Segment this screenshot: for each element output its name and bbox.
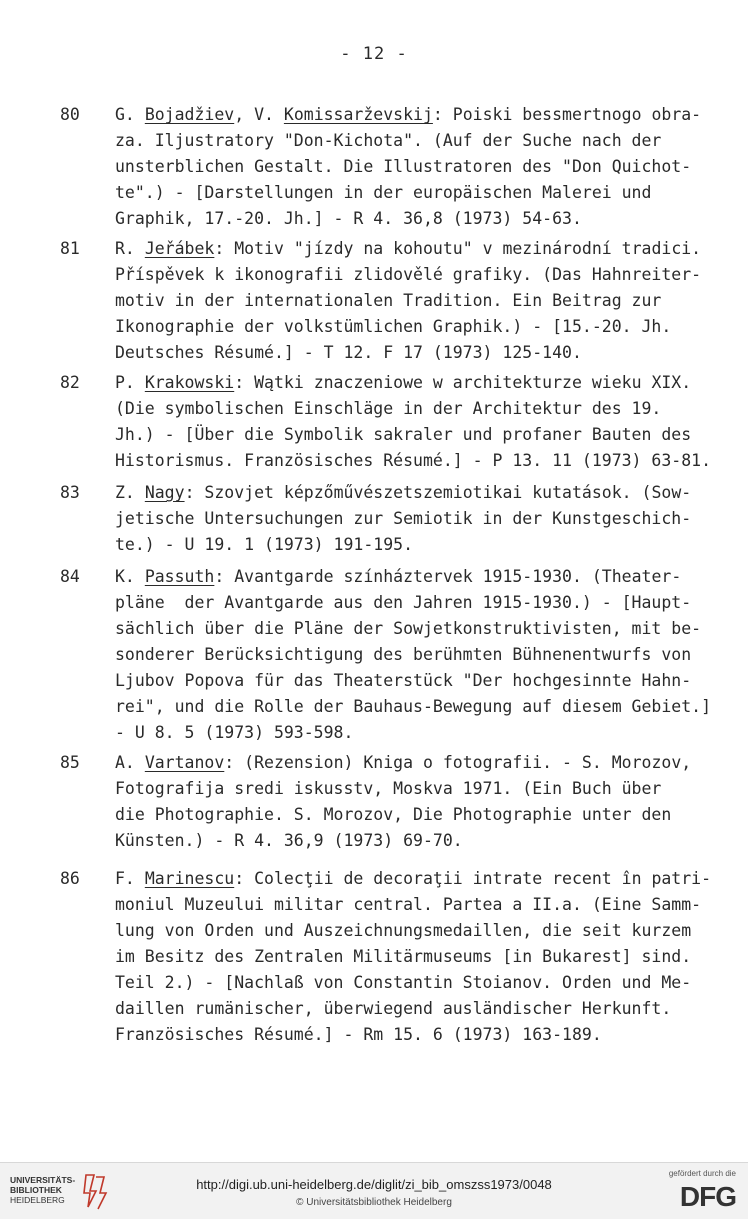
author-name: Krakowski: [144, 373, 235, 392]
dfg-logo[interactable]: [656, 1169, 736, 1215]
entry-number: 84: [60, 567, 80, 586]
entry-line: [115, 422, 745, 448]
entry-line: [115, 590, 745, 616]
entry-line: [115, 206, 745, 232]
entry-line: [115, 506, 745, 532]
entry-line: [115, 340, 745, 366]
text-segment: P.: [115, 373, 145, 392]
text-segment: te".) - [Darstellungen in der europäischen Malerei und: [115, 183, 652, 202]
entry-line: [115, 154, 745, 180]
dfg-caption: gefördert durch die: [668, 1169, 736, 1178]
text-segment: za. Iljustratory "Don-Kichota". (Auf der Suche nach der: [115, 131, 662, 150]
entry-line: [115, 720, 745, 746]
author-name: Marinescu: [144, 869, 235, 888]
text-segment: jetische Untersuchungen zur Semiotik in der Kunstgeschich-: [115, 509, 692, 528]
text-segment: Ljubov Popova für das Theaterstück "Der hochgesinnte Hahn-: [115, 671, 692, 690]
text-segment: die Photographie. S. Morozov, Die Photographie unter den: [115, 805, 672, 824]
text-segment: F.: [115, 869, 145, 888]
entry-line: [115, 396, 745, 422]
text-segment: Historismus. Französisches Résumé.] - P 13. 11 (1973) 63-81.: [115, 451, 712, 470]
entry-line: [115, 944, 745, 970]
library-name-line: HEIDELBERG: [10, 1195, 65, 1205]
text-segment: : Szovjet képzőművészetszemiotikai kutatások. (Sow-: [184, 483, 692, 502]
author-name: Nagy: [144, 483, 185, 502]
entry-line: [115, 616, 745, 642]
footer-bar: [0, 1162, 748, 1219]
text-segment: Französisches Résumé.] - Rm 15. 6 (1973) 163-189.: [115, 1025, 602, 1044]
text-segment: sächlich über die Pläne der Sowjetkonstruktivisten, mit be-: [115, 619, 702, 638]
text-segment: Z.: [115, 483, 145, 502]
text-segment: Příspěvek k ikonografii zlidovělé grafiky. (Das Hahnreiter-: [115, 265, 702, 284]
text-segment: Fotografija sredi iskusstv, Moskva 1971. (Ein Buch über: [115, 779, 662, 798]
text-segment: : Motiv "jízdy na kohoutu" v mezinárodní tradici.: [214, 239, 702, 258]
text-segment: Teil 2.) - [Nachlaß von Constantin Stoianov. Orden und Me-: [115, 973, 692, 992]
entry-line: [115, 370, 745, 396]
entry-line: [115, 236, 745, 262]
entry-line: [115, 668, 745, 694]
entry-line: [115, 1022, 745, 1048]
entry-text: [115, 750, 745, 854]
source-url-link[interactable]: http://digi.ub.uni-heidelberg.de/diglit/zi_bib_omszss1973/0048: [196, 1177, 552, 1192]
entry-line: [115, 480, 745, 506]
entry-text: [115, 370, 745, 474]
entry-line: [115, 694, 745, 720]
text-segment: (Die symbolischen Einschläge in der Architektur des 19.: [115, 399, 662, 418]
text-segment: R.: [115, 239, 145, 258]
entry-number: 85: [60, 753, 80, 772]
entry-text: [115, 236, 745, 366]
text-segment: moniul Muzeului militar central. Partea a II.a. (Eine Samm-: [115, 895, 702, 914]
text-segment: Künsten.) - R 4. 36,9 (1973) 69-70.: [115, 831, 463, 850]
entry-line: [115, 892, 745, 918]
text-segment: Graphik, 17.-20. Jh.] - R 4. 36,8 (1973) 54-63.: [115, 209, 582, 228]
text-segment: rei", und die Rolle der Bauhaus-Bewegung auf diesem Gebiet.]: [115, 697, 712, 716]
library-name-line: BIBLIOTHEK: [10, 1185, 62, 1195]
dfg-wordmark: DFG: [679, 1181, 736, 1212]
text-segment: Deutsches Résumé.] - T 12. F 17 (1973) 125-140.: [115, 343, 582, 362]
text-segment: motiv in der internationalen Tradition. Ein Beitrag zur: [115, 291, 662, 310]
entry-number: 81: [60, 239, 80, 258]
entry-line: [115, 288, 745, 314]
text-segment: te.) - U 19. 1 (1973) 191-195.: [115, 535, 414, 554]
entry-line: [115, 180, 745, 206]
entry-line: [115, 750, 745, 776]
entry-line: [115, 262, 745, 288]
text-segment: pläne der Avantgarde aus den Jahren 1915-1930.) - [Haupt-: [115, 593, 692, 612]
text-segment: - U 8. 5 (1973) 593-598.: [115, 723, 354, 742]
text-segment: : (Rezension) Kniga o fotografii. - S. Morozov,: [224, 753, 692, 772]
entry-line: [115, 996, 745, 1022]
entry-line: [115, 642, 745, 668]
text-segment: : Colecţii de decoraţii intrate recent în patri-: [234, 869, 712, 888]
entry-number: 82: [60, 373, 80, 392]
entry-text: [115, 866, 745, 1048]
entry-line: [115, 314, 745, 340]
author-name: Bojadžiev: [144, 105, 235, 124]
entry-line: [115, 802, 745, 828]
entry-number: 83: [60, 483, 80, 502]
entry-number: 86: [60, 869, 80, 888]
entry-text: [115, 102, 745, 232]
text-segment: lung von Orden und Auszeichnungsmedaillen, die seit kurzem: [115, 921, 692, 940]
entry-line: [115, 866, 745, 892]
text-segment: Jh.) - [Über die Symbolik sakraler und profaner Bauten des: [115, 425, 692, 444]
author-name: Jeřábek: [144, 239, 215, 258]
text-segment: unsterblichen Gestalt. Die Illustratoren des "Don Quichot-: [115, 157, 692, 176]
entry-line: [115, 102, 745, 128]
copyright-text: © Universitätsbibliothek Heidelberg: [296, 1197, 452, 1208]
text-segment: Ikonographie der volkstümlichen Graphik.) - [15.-20. Jh.: [115, 317, 672, 336]
author-name: Komissarževskij: [283, 105, 433, 124]
entry-text: [115, 480, 745, 558]
entry-text: [115, 564, 745, 746]
text-segment: A.: [115, 753, 145, 772]
author-name: Passuth: [144, 567, 215, 586]
page-number: - 12 -: [340, 44, 408, 64]
entry-line: [115, 918, 745, 944]
text-segment: , V.: [234, 105, 284, 124]
entry-line: [115, 828, 745, 854]
text-segment: im Besitz des Zentralen Militärmuseums [in Bukarest] sind.: [115, 947, 692, 966]
text-segment: K.: [115, 567, 145, 586]
library-name-line: UNIVERSITÄTS-: [10, 1175, 76, 1185]
entry-line: [115, 776, 745, 802]
entry-line: [115, 564, 745, 590]
entry-line: [115, 532, 745, 558]
author-name: Vartanov: [144, 753, 225, 772]
text-segment: : Wątki znaczeniowe w architekturze wieku XIX.: [234, 373, 692, 392]
text-segment: : Poiski bessmertnogo obra-: [432, 105, 702, 124]
text-segment: daillen rumänischer, überwiegend ausländischer Herkunft.: [115, 999, 672, 1018]
entry-line: [115, 970, 745, 996]
entry-line: [115, 128, 745, 154]
text-segment: G.: [115, 105, 145, 124]
text-segment: sonderer Berücksichtigung des berühmten Bühnenentwurfs von: [115, 645, 692, 664]
text-segment: : Avantgarde színháztervek 1915-1930. (Theater-: [214, 567, 682, 586]
entry-line: [115, 448, 745, 474]
entry-number: 80: [60, 105, 80, 124]
